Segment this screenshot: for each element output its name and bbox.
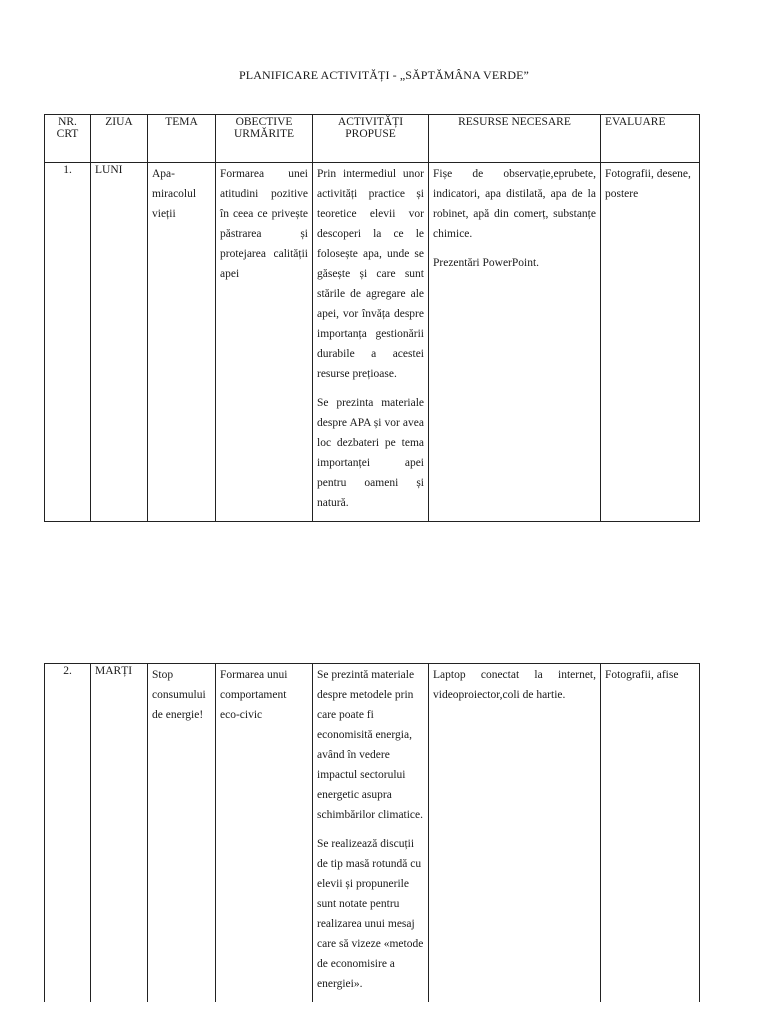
row-activities: [313, 163, 429, 522]
row-theme: Stop consumului de energie!: [148, 664, 216, 1003]
header-activitati: ACTIVITĂȚI PROPUSE: [313, 115, 429, 163]
table-row: [45, 163, 700, 522]
activities-table: [44, 114, 700, 522]
header-resurse: RESURSE NECESARE: [429, 115, 601, 163]
activities-paragraph: Prin intermediul unor activități practice și teoretice elevii vor descoperi la ce le folosește apa, unde se găsește și care sunt stările de agregare ale apei, vor învăța despre importanța gestionării durabile a acestei resurse prețioase.: [317, 168, 424, 380]
resources-paragraph: Prezentări PowerPoint.: [433, 257, 540, 269]
row-day: MARȚI: [91, 664, 148, 1003]
resources-paragraph: Laptop conectat la internet, videoproiector,coli de hartie.: [433, 669, 596, 701]
row-evaluation: Fotografii, desene, postere: [601, 163, 700, 522]
activities-paragraph: Se realizează discuții de tip masă rotundă cu elevii și propunerile sunt notate pentru realizarea unui mesaj care să vizeze «metode de economisire a energiei».: [317, 838, 424, 990]
row-theme: Apa- miracolul vieții: [148, 163, 216, 522]
table-row: [45, 664, 700, 1003]
row-day: LUNI: [91, 163, 148, 522]
activities-table-continued: [44, 663, 700, 1002]
document-title: PLANIFICARE ACTIVITĂȚI - „SĂPTĂMÂNA VERDE”: [239, 68, 529, 82]
row-resources: [429, 664, 601, 1003]
row-objectives: Formarea unui comportament eco-civic: [216, 664, 313, 1003]
activities-paragraph: Se prezintă materiale despre metodele prin care poate fi economisită energia, având în vedere impactul sectorului energetic asupra schimbărilor climatice.: [317, 669, 424, 821]
table-header-row: [45, 115, 700, 163]
activities-paragraph: Se prezinta materiale despre APA și vor avea loc dezbateri pe tema importanței apei pentru oameni și natură.: [317, 397, 424, 509]
row-number: 1.: [45, 163, 91, 522]
row-number: 2.: [45, 664, 91, 1003]
header-evaluare: EVALUARE: [601, 115, 700, 163]
row-resources: [429, 163, 601, 522]
header-tema: TEMA: [148, 115, 216, 163]
row-objectives: Formarea unei atitudini pozitive în ceea ce privește păstrarea și protejarea calității apei: [216, 163, 313, 522]
row-evaluation: Fotografii, afise: [601, 664, 700, 1003]
header-nr-crt: NR. CRT: [45, 115, 91, 163]
header-ziua: ZIUA: [91, 115, 148, 163]
row-activities: [313, 664, 429, 1003]
resources-paragraph: Fișe de observație,eprubete, indicatori, apa distilată, apa de la robinet, apă din comerț, substanțe chimice.: [433, 168, 596, 240]
header-obiective: OBECTIVE URMĂRITE: [216, 115, 313, 163]
